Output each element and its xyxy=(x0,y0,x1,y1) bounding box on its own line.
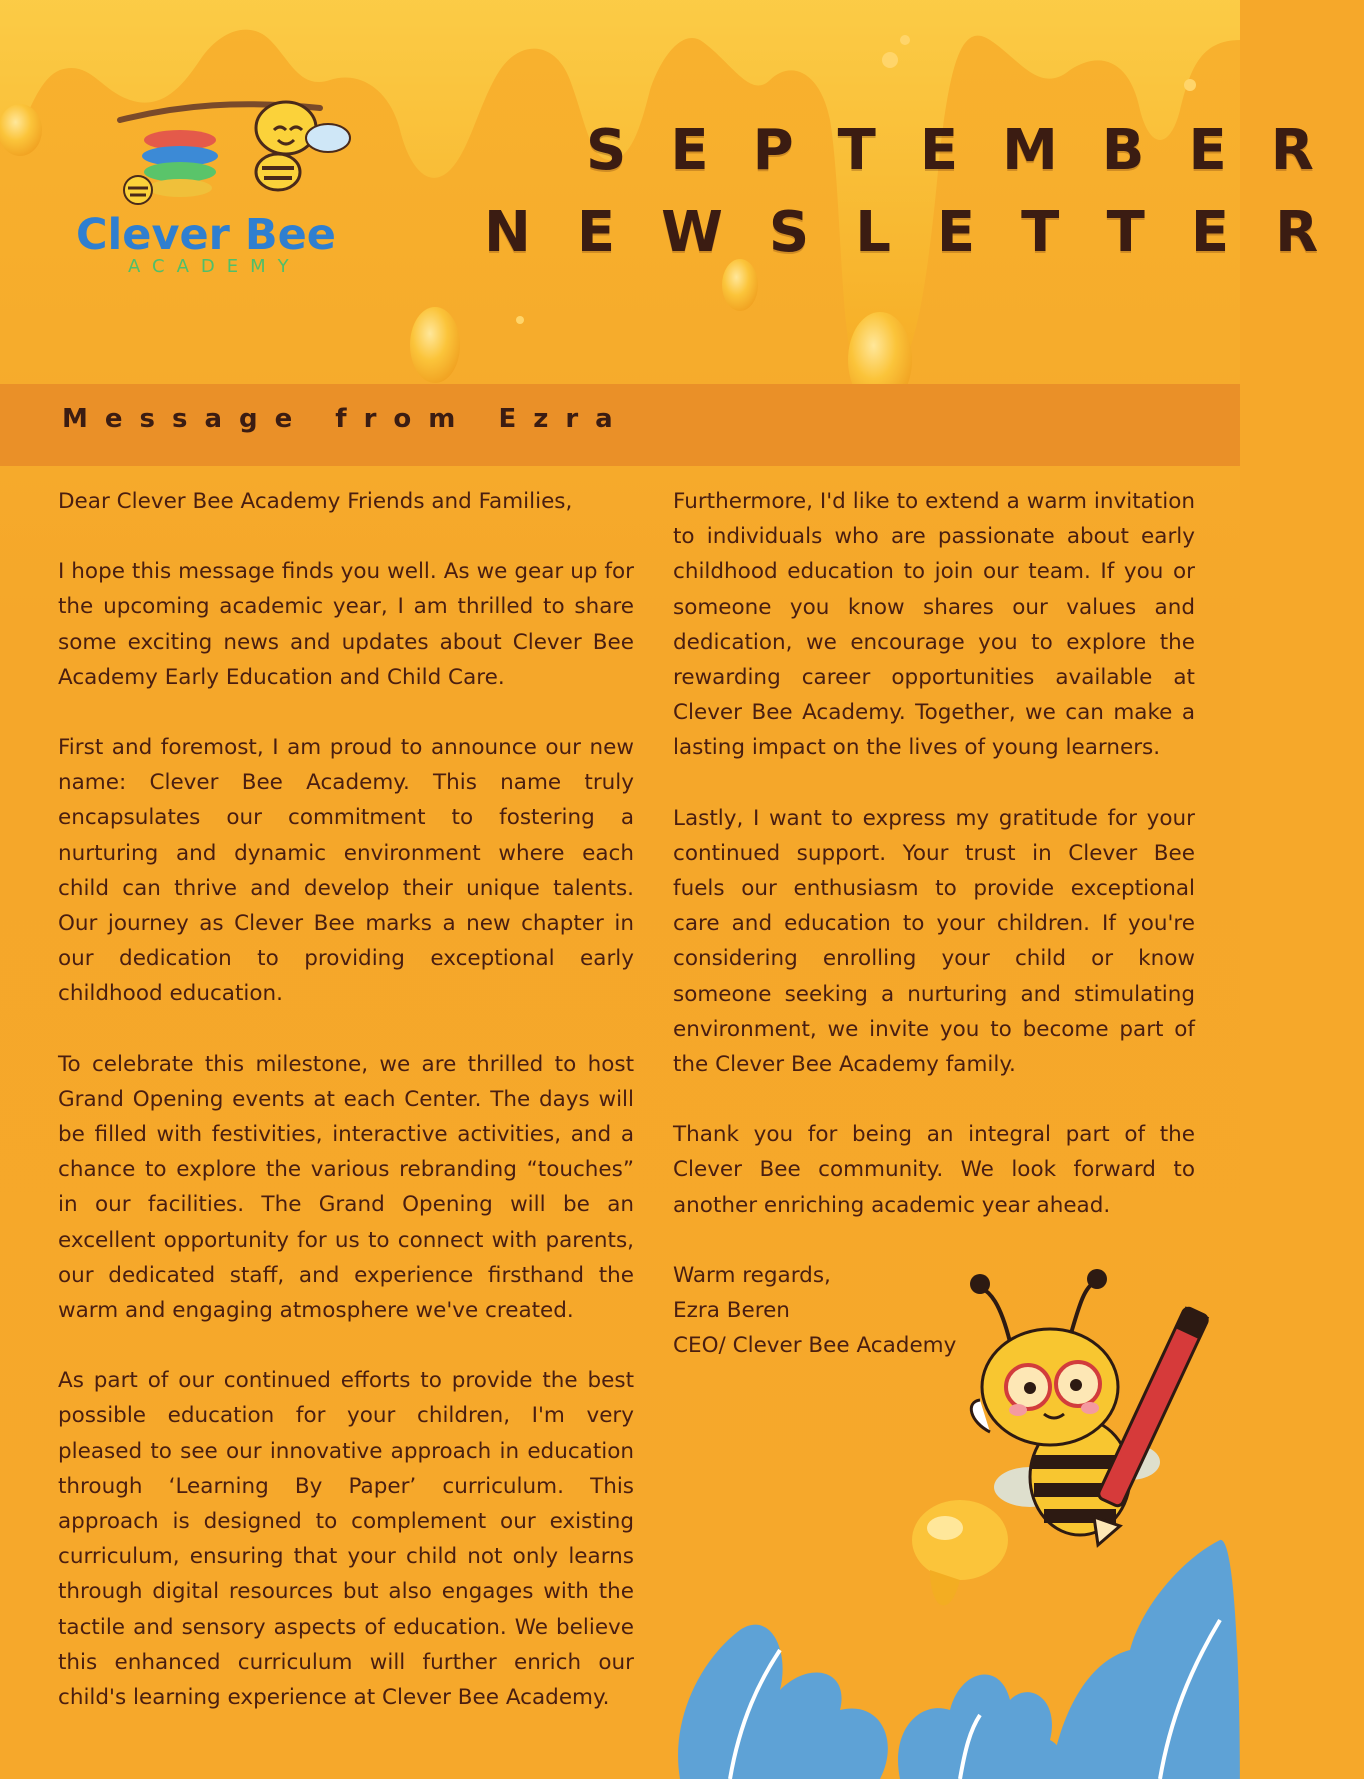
section-header-bar xyxy=(0,384,1240,466)
logo-subtitle: ACADEMY xyxy=(128,256,301,277)
bee-with-pencil-illustration xyxy=(970,1262,1220,1552)
letter-closing: Warm regards, xyxy=(673,1262,831,1288)
signer-name: Ezra Beren xyxy=(673,1298,790,1324)
letter-paragraph: First and foremost, I am proud to announce our new name: Clever Bee Academy. This name truly encapsulates our commitment to fostering a nurturing and dynamic environment where each child can thrive and develop their unique talents. Our journey as Clever Bee marks a new chapter in our dedication to providing exceptional early childhood education. xyxy=(58,735,634,1007)
clever-bee-logo xyxy=(70,100,370,280)
letter-paragraph: Lastly, I want to express my gratitude for your continued support. Your trust in Clever Bee fuels our enthusiasm to provide exceptional care and education to your children. If you're considering enrolling your child or know someone seeking a nurturing and stimulating environment, we invite you to become part of the Clever Bee Academy family. xyxy=(673,805,1195,1078)
bee-logo-icon xyxy=(120,100,360,215)
newsletter-title-line-1: SEPTEMBER xyxy=(586,118,1358,183)
logo-wordmark: Clever Bee xyxy=(76,210,336,260)
newsletter-title-line-2: NEWSLETTER xyxy=(484,200,1364,265)
letter-left-column xyxy=(58,484,634,1750)
letter-paragraph: I hope this message finds you well. As we gear up for the upcoming academic year, I am thrilled to share some exciting news and updates about Clever Bee Academy Early Education and Child Care. xyxy=(58,559,634,690)
letter-right-column xyxy=(673,484,1195,1363)
letter-paragraph: As part of our continued efforts to provide the best possible education for your children, I'm very pleased to see our innovative approach in education through ‘Learning By Paper’ curriculum. This approach is designed to complement our existing curriculum, ensuring that your child not only learns through digital resources but also engages with the tactile and sensory aspects of education. We believe this enhanced curriculum will further enrich our child's learning experience at Clever Bee Academy. xyxy=(58,1368,634,1711)
section-title: Message from Ezra xyxy=(62,404,630,434)
letter-greeting: Dear Clever Bee Academy Friends and Families, xyxy=(58,489,573,514)
letter-paragraph: Thank you for being an integral part of the Clever Bee community. We look forward to another enriching academic year ahead. xyxy=(673,1122,1195,1218)
letter-paragraph: Furthermore, I'd like to extend a warm invitation to individuals who are passionate about early childhood education to join our team. If you or someone you know shares our values and dedication, we encourage you to explore the rewarding career opportunities available at Clever Bee Academy. Together, we can make a lasting impact on the lives of young learners. xyxy=(673,489,1195,761)
letter-paragraph: To celebrate this milestone, we are thrilled to host Grand Opening events at each Center. The days will be filled with festivities, interactive activities, and a chance to explore the various rebranding “touches” in our facilities. The Grand Opening will be an excellent opportunity for us to connect with parents, our dedicated staff, and experience firsthand the warm and engaging atmosphere we've created. xyxy=(58,1051,634,1324)
signer-title: CEO/ Clever Bee Academy xyxy=(673,1333,957,1359)
